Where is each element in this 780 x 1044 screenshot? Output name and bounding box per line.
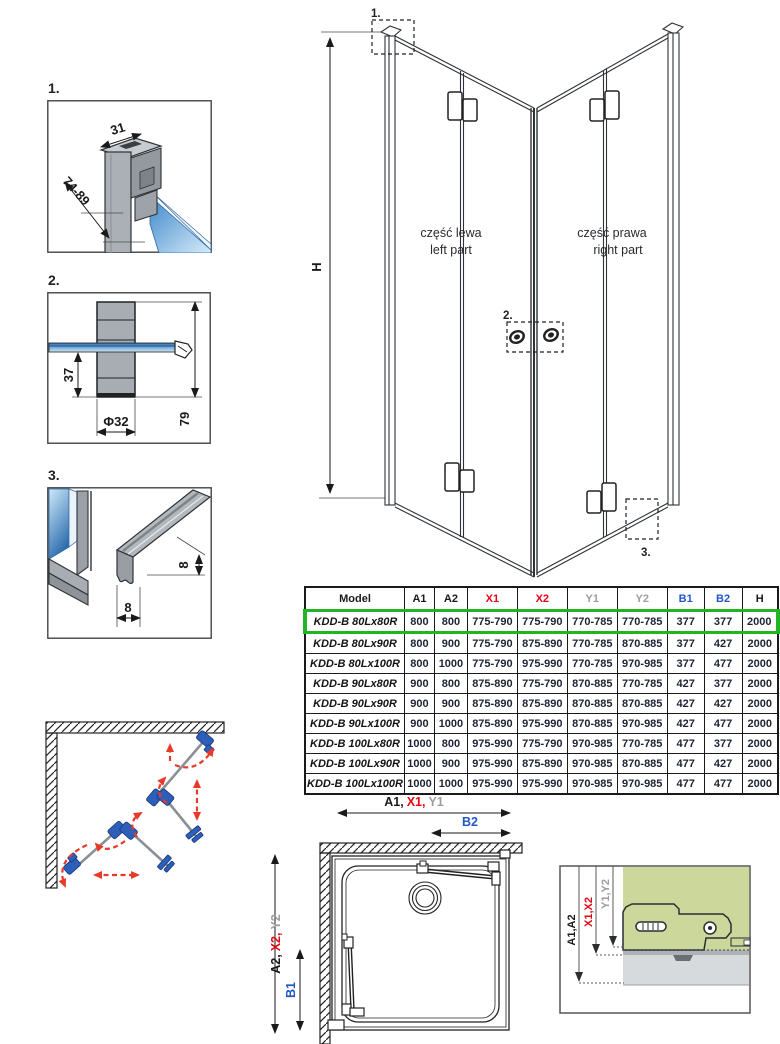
value-cell: 800 <box>434 734 467 754</box>
column-header-h: H <box>742 587 778 611</box>
value-cell: 2000 <box>742 754 778 774</box>
value-cell: 775-790 <box>517 674 567 694</box>
value-cell: 900 <box>404 714 434 734</box>
right-wall-profile <box>663 23 683 505</box>
value-cell: 477 <box>704 714 742 734</box>
value-cell: 427 <box>704 694 742 714</box>
dim-b1 <box>284 950 300 1030</box>
dim-y1-label: Y1 <box>428 795 444 809</box>
value-cell: 775-790 <box>517 611 567 633</box>
left-part-label-pl: część lewa <box>420 226 482 240</box>
folded-doors <box>328 850 510 1030</box>
value-cell: 775-790 <box>517 734 567 754</box>
svg-text:A2,X2,Y2 <box>269 914 283 974</box>
value-cell: 2000 <box>742 694 778 714</box>
value-cell: 970-985 <box>567 734 617 754</box>
right-part-label-en: right part <box>593 243 643 257</box>
column-header-y2: Y2 <box>617 587 667 611</box>
detail-2-knob-drawing <box>47 292 211 444</box>
value-cell: 975-990 <box>467 754 517 774</box>
value-cell: 2000 <box>742 734 778 754</box>
table-row <box>305 694 778 714</box>
detail-1-wall-profile-drawing <box>47 100 212 253</box>
value-cell: 775-790 <box>467 633 517 654</box>
value-cell: 870-885 <box>617 694 667 714</box>
table-row <box>305 714 778 734</box>
value-cell: 1000 <box>404 774 434 795</box>
door-glass-edges <box>395 34 668 577</box>
value-cell: 477 <box>704 774 742 795</box>
value-cell: 875-890 <box>467 694 517 714</box>
value-cell: 875-890 <box>517 633 567 654</box>
value-cell: 875-890 <box>467 714 517 734</box>
dim-a2-label: A2, <box>269 954 283 974</box>
value-cell: 377 <box>667 654 704 674</box>
dim-a1a2-label: A1,A2 <box>566 914 578 946</box>
detail-2-number: 2. <box>48 272 60 288</box>
value-cell: 870-885 <box>617 633 667 654</box>
dim-x2-label: X2, <box>269 932 283 952</box>
value-cell: 970-985 <box>567 774 617 795</box>
wall-left <box>320 853 330 1044</box>
value-cell: 800 <box>404 633 434 654</box>
value-cell: 975-990 <box>517 654 567 674</box>
model-cell: KDD-B 100Lx80R <box>305 734 404 754</box>
dim-x1x2-label: X1,X2 <box>583 897 595 927</box>
column-header-x2: X2 <box>517 587 567 611</box>
dim-y2-label: Y2 <box>269 914 283 930</box>
value-cell: 377 <box>704 611 742 633</box>
adjustment-slot <box>636 922 666 931</box>
left-wall-profile <box>381 26 401 505</box>
model-cell: KDD-B 80Lx100R <box>305 654 404 674</box>
model-cell: KDD-B 100Lx100R <box>305 774 404 795</box>
value-cell: 800 <box>434 674 467 694</box>
value-cell: 377 <box>667 611 704 633</box>
value-cell: 2000 <box>742 654 778 674</box>
detail-3-seal-drawing <box>47 487 212 639</box>
column-header-a2: A2 <box>434 587 467 611</box>
value-cell: 2000 <box>742 774 778 795</box>
value-cell: 975-990 <box>517 774 567 795</box>
dim-b2-label: B2 <box>462 815 478 829</box>
dim-b2 <box>432 815 510 833</box>
svg-text:A1,X1,Y1 <box>384 795 444 809</box>
value-cell: 770-785 <box>567 654 617 674</box>
dim-79-label: 79 <box>177 411 192 427</box>
corner-extension-detail <box>558 862 754 1016</box>
value-cell: 770-785 <box>567 611 617 633</box>
value-cell: 800 <box>404 611 434 633</box>
value-cell: 377 <box>704 734 742 754</box>
table-row <box>305 674 778 694</box>
value-cell: 477 <box>667 734 704 754</box>
dim-b1-label: B1 <box>284 982 298 998</box>
model-cell: KDD-B 90Lx80R <box>305 674 404 694</box>
value-cell: 770-785 <box>617 734 667 754</box>
callout-2-label: 2. <box>503 310 513 322</box>
dim-H <box>309 32 387 498</box>
value-cell: 2000 <box>742 611 778 633</box>
callout-1-label: 1. <box>371 8 381 20</box>
wall-top <box>320 843 522 853</box>
column-header-b2: B2 <box>704 587 742 611</box>
dim-37-label: 37 <box>61 367 76 383</box>
value-cell: 770-785 <box>617 611 667 633</box>
model-cell: KDD-B 80Lx80R <box>305 611 404 633</box>
right-part-label-pl: część prawa <box>577 226 647 240</box>
model-cell: KDD-B 100Lx90R <box>305 754 404 774</box>
model-cell: KDD-B 90Lx100R <box>305 714 404 734</box>
value-cell: 970-985 <box>617 714 667 734</box>
value-cell: 900 <box>434 694 467 714</box>
dim-phi32-label: Φ32 <box>103 414 129 429</box>
dim-8h-label: 8 <box>124 600 132 615</box>
value-cell: 377 <box>704 674 742 694</box>
table-header-row <box>305 587 778 611</box>
value-cell: 800 <box>434 611 467 633</box>
value-cell: 975-990 <box>467 774 517 795</box>
table-row <box>305 734 778 754</box>
value-cell: 770-785 <box>617 674 667 694</box>
value-cell: 427 <box>667 714 704 734</box>
value-cell: 800 <box>404 654 434 674</box>
value-cell: 870-885 <box>617 754 667 774</box>
callout-3-label: 3. <box>641 547 651 559</box>
door-panels <box>75 741 204 868</box>
dim-width <box>338 795 510 813</box>
value-cell: 1000 <box>434 714 467 734</box>
value-cell: 900 <box>434 754 467 774</box>
table-row <box>305 774 778 795</box>
fold-direction-arrows <box>62 745 213 886</box>
value-cell: 900 <box>404 694 434 714</box>
wall-top <box>46 722 224 733</box>
value-cell: 900 <box>404 674 434 694</box>
value-cell: 975-990 <box>467 734 517 754</box>
value-cell: 775-790 <box>467 654 517 674</box>
main-enclosure-diagram <box>305 5 700 583</box>
value-cell: 970-985 <box>567 754 617 774</box>
value-cell: 2000 <box>742 633 778 654</box>
value-cell: 477 <box>667 754 704 774</box>
value-cell: 770-785 <box>567 633 617 654</box>
table-row <box>305 633 778 654</box>
value-cell: 775-790 <box>467 611 517 633</box>
value-cell: 870-885 <box>567 694 617 714</box>
value-cell: 377 <box>667 633 704 654</box>
column-header-x1: X1 <box>467 587 517 611</box>
value-cell: 970-985 <box>617 774 667 795</box>
dim-y1y2-label: Y1,Y2 <box>600 879 612 909</box>
table-row <box>305 754 778 774</box>
value-cell: 1000 <box>404 734 434 754</box>
folding-direction-schematic <box>38 708 248 908</box>
value-cell: 870-885 <box>567 714 617 734</box>
value-cell: 477 <box>704 654 742 674</box>
table-row <box>305 611 778 633</box>
detail-1-number: 1. <box>48 80 60 96</box>
dim-x1-label: X1, <box>406 795 426 809</box>
value-cell: 2000 <box>742 714 778 734</box>
left-part-label-en: left part <box>430 243 472 257</box>
value-cell: 1000 <box>434 654 467 674</box>
model-cell: KDD-B 80Lx90R <box>305 633 404 654</box>
value-cell: 875-890 <box>467 674 517 694</box>
dim-H-label: H <box>309 262 324 272</box>
wall-left <box>46 733 57 888</box>
value-cell: 427 <box>704 633 742 654</box>
value-cell: 477 <box>667 774 704 795</box>
value-cell: 427 <box>667 694 704 714</box>
callout-3 <box>626 499 658 559</box>
dim-31-label: 31 <box>108 119 127 138</box>
column-header-a1: A1 <box>404 587 434 611</box>
frame-and-tray <box>332 856 509 1030</box>
spec-table <box>303 586 780 795</box>
dim-a1-label: A1, <box>384 795 404 809</box>
model-cell: KDD-B 90Lx90R <box>305 694 404 714</box>
dim-8v-label: 8 <box>176 561 191 569</box>
value-cell: 900 <box>434 633 467 654</box>
table-row <box>305 654 778 674</box>
column-header-y1: Y1 <box>567 587 617 611</box>
dim-74-89-label: 74-89 <box>59 173 94 209</box>
value-cell: 870-885 <box>567 674 617 694</box>
value-cell: 970-985 <box>617 654 667 674</box>
profile-foot <box>673 955 693 961</box>
value-cell: 875-890 <box>517 694 567 714</box>
dim-depth <box>269 855 283 1033</box>
value-cell: 427 <box>667 674 704 694</box>
value-cell: 427 <box>704 754 742 774</box>
value-cell: 2000 <box>742 674 778 694</box>
value-cell: 1000 <box>404 754 434 774</box>
value-cell: 875-890 <box>517 754 567 774</box>
value-cell: 975-990 <box>517 714 567 734</box>
column-header-model: Model <box>305 587 404 611</box>
value-cell: 1000 <box>434 774 467 795</box>
column-header-b1: B1 <box>667 587 704 611</box>
top-view-schematic <box>262 792 532 1044</box>
fold-hinges <box>445 91 619 513</box>
detail-3-number: 3. <box>48 467 60 483</box>
